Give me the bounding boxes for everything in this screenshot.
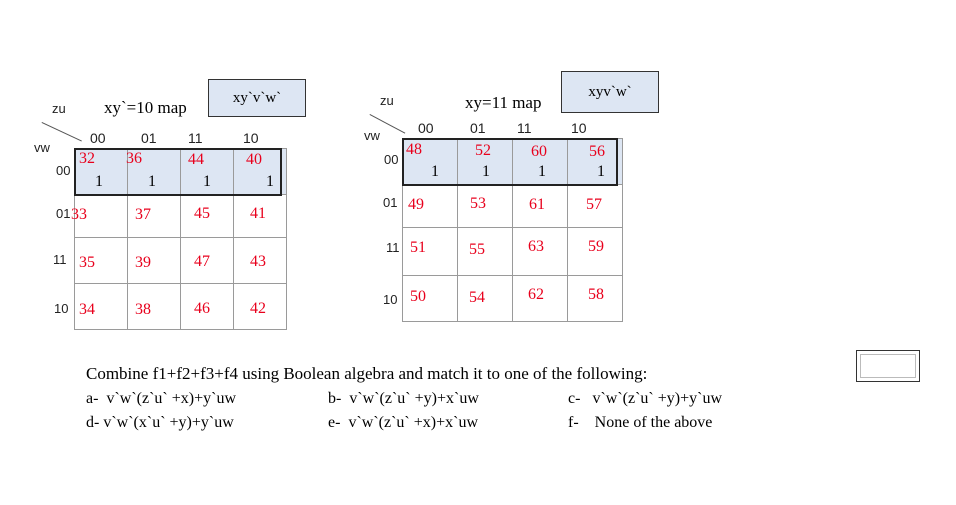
map1-cell-number: 37 [135, 206, 151, 223]
map1-cell [128, 284, 181, 330]
option-e-label: e- [328, 414, 341, 431]
map2-cell-number: 56 [589, 143, 605, 160]
map1-cell-number: 45 [194, 205, 210, 222]
map2-cell-number: 54 [469, 289, 485, 306]
map1-cell [234, 238, 287, 284]
map2-grid [402, 138, 623, 322]
map1-cell [71, 195, 128, 238]
map2-cell-number: 55 [469, 241, 485, 258]
map2-cell [568, 185, 623, 228]
option-f[interactable] [568, 414, 712, 432]
map1-col-header-3: 10 [243, 130, 259, 146]
map2-cell-number: 61 [529, 196, 545, 213]
map2-row-header-1: 01 [383, 195, 398, 210]
map1-cell-number: 36 [126, 150, 142, 167]
map2-col-header-0: 00 [418, 120, 434, 136]
option-a-text: v`w`(z`u` +x)+y`uw [106, 390, 236, 407]
map1-cell [181, 195, 234, 238]
map1-cell-number: 39 [135, 254, 151, 271]
map1-cell-number: 38 [135, 301, 151, 318]
map1-cell-number: 43 [250, 253, 266, 270]
map2-cell-number: 62 [528, 286, 544, 303]
option-e-text: v`w`(z`u` +x)+x`uw [348, 414, 478, 431]
option-b-label: b- [328, 390, 342, 407]
option-d-label: d- [86, 414, 100, 431]
option-c-label: c- [568, 390, 581, 407]
map1-cell-number: 42 [250, 300, 266, 317]
map2-cell [403, 139, 458, 185]
map2-cell [458, 276, 513, 322]
map1-col-header-2: 11 [188, 130, 203, 146]
map2-cell [568, 228, 623, 276]
map1-row-header-2: 11 [53, 252, 67, 267]
map1-cell [75, 149, 128, 195]
map2-cell [458, 228, 513, 276]
option-d[interactable] [86, 414, 234, 432]
map2-cell-number: 49 [408, 196, 424, 213]
map1-cell [234, 195, 287, 238]
map1-cell-number: 40 [246, 151, 262, 168]
map2-cell-value: 1 [482, 163, 490, 180]
option-c[interactable] [568, 390, 722, 408]
map2-term-box: xyv`w` [561, 71, 659, 113]
map2-cell-number: 57 [586, 196, 602, 213]
map2-cell-number: 60 [531, 143, 547, 160]
map2-cell-value: 1 [431, 163, 439, 180]
map1-col-header-1: 01 [141, 130, 157, 146]
map2-cell-number: 48 [406, 141, 422, 158]
map1-cell-number: 35 [79, 254, 95, 271]
map2-cell [513, 276, 568, 322]
map1-title: xy`=10 map [104, 98, 187, 117]
map1-cell-number: 33 [71, 206, 87, 223]
map2-cell [458, 139, 513, 185]
option-d-text: v`w`(x`u` +y)+y`uw [103, 414, 234, 431]
map2-var-left: vw [364, 128, 380, 143]
map1-cell-value: 1 [203, 173, 211, 190]
map2-cell [403, 185, 458, 228]
map2-cell [513, 139, 568, 185]
map2-row-header-3: 10 [383, 292, 398, 307]
option-f-text: None of the above [594, 414, 713, 431]
map2-cell [513, 228, 568, 276]
map1-cell [128, 195, 181, 238]
map2-col-header-3: 10 [571, 120, 587, 136]
option-e[interactable] [328, 414, 478, 432]
map2-row-header-2: 11 [386, 240, 400, 255]
map1-cell-number: 41 [250, 205, 266, 222]
map1-row-header-0: 00 [56, 163, 71, 178]
map1-var-left: vw [34, 140, 50, 155]
map1-cell [234, 284, 287, 330]
map2-col-header-2: 11 [517, 120, 532, 136]
map1-cell-value: 1 [148, 173, 156, 190]
map2-row-header-0: 00 [384, 152, 399, 167]
map1-grid [71, 148, 287, 330]
map1-col-header-0: 00 [90, 130, 106, 146]
map2-col-header-1: 01 [470, 120, 486, 136]
option-b[interactable] [328, 390, 479, 408]
map2-cell-number: 51 [410, 239, 426, 256]
map1-cell-number: 46 [194, 300, 210, 317]
map2-title: xy=11 map [465, 93, 542, 112]
option-c-text: v`w`(z`u` +y)+y`uw [592, 390, 722, 407]
map2-cell-number: 58 [588, 286, 604, 303]
map1-cell-number: 34 [79, 301, 95, 318]
map1-cell [128, 238, 181, 284]
map1-cell-value: 1 [266, 173, 274, 190]
map2-cell [513, 185, 568, 228]
map1-cell [128, 149, 181, 195]
map2-cell [458, 185, 513, 228]
map1-cell [75, 238, 128, 284]
option-b-text: v`w`(z`u` +y)+x`uw [349, 390, 479, 407]
map2-cell-number: 59 [588, 238, 604, 255]
map1-term-box: xy`v`w` [208, 79, 306, 117]
map2-cell [403, 276, 458, 322]
map1-cell-number: 32 [79, 150, 95, 167]
map1-cell-number: 47 [194, 253, 210, 270]
option-f-label: f- [568, 414, 579, 431]
question-text: Combine f1+f2+f3+f4 using Boolean algebra and match it to one of the following: [86, 364, 648, 383]
answer-box[interactable] [856, 350, 920, 382]
map1-cell [234, 149, 287, 195]
map1-row-header-3: 10 [54, 301, 69, 316]
map2-cell-number: 63 [528, 238, 544, 255]
map2-var-top: zu [380, 93, 394, 108]
map2-cell [568, 139, 623, 185]
map1-cell [181, 238, 234, 284]
option-a[interactable] [86, 390, 236, 408]
option-a-label: a- [86, 390, 99, 407]
map1-cell-number: 44 [188, 151, 204, 168]
map1-row-header-1: 01 [56, 206, 71, 221]
answer-box-inner [860, 354, 916, 378]
map2-cell-value: 1 [597, 163, 605, 180]
map1-corner-diagonal [42, 122, 82, 142]
map2-cell-number: 50 [410, 288, 426, 305]
map2-cell-value: 1 [538, 163, 546, 180]
map2-cell-number: 53 [470, 195, 486, 212]
map1-cell [181, 284, 234, 330]
map1-cell-value: 1 [95, 173, 103, 190]
map2-cell-number: 52 [475, 142, 491, 159]
map1-var-top: zu [52, 101, 66, 116]
map1-cell [181, 149, 234, 195]
map2-cell [568, 276, 623, 322]
map1-cell [75, 284, 128, 330]
map2-cell [403, 228, 458, 276]
